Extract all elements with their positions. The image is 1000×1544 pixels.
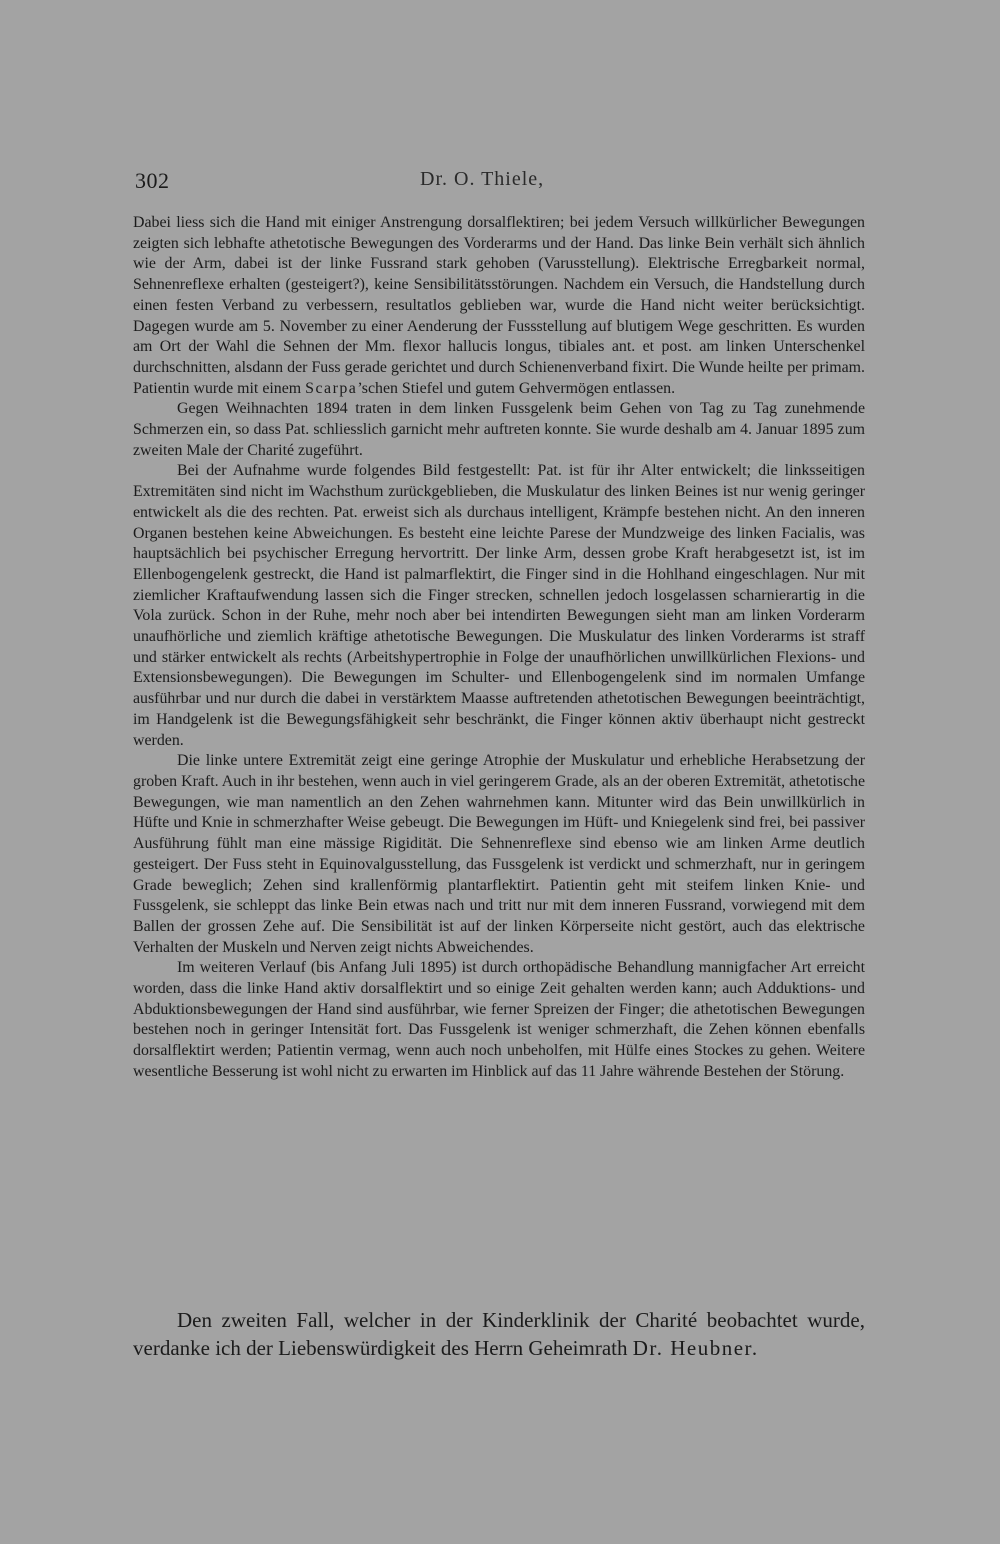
page-header <box>135 168 865 196</box>
paragraph-1-spaced-name: Scarpa <box>305 379 358 397</box>
closing-paragraph <box>133 1306 865 1362</box>
running-head: Dr. O. Thiele, <box>420 168 545 190</box>
paragraph-3: Bei der Aufnahme wurde folgendes Bild festgestellt: Pat. ist für ihr Alter entwickelt; die linksseitigen Extremitäten sind nicht im Wachsthum zurückgeblieben, die Muskulatur des linken Beines ist nur wenig geringer entwickelt als die des rechten. Pat. erweist sich als durchaus intelligent, Krämpfe bestehen nicht. An den inneren Organen bestehen keine Abweichungen. Es besteht eine leichte Parese der Mundzweige des linken Facialis, was hauptsächlich bei psychischer Erregung hervortritt. Der linke Arm, dessen grobe Kraft herabgesetzt ist, ist im Ellenbogengelenk gestreckt, die Hand ist palmarflektirt, die Finger sind in die Hohlhand eingeschlagen. Nur mit ziemlicher Kraftaufwendung lassen sich die Finger strecken, schnellen jedoch losgelassen scharnierartig in die Vola zurück. Schon in der Ruhe, mehr noch aber bei intendirten Bewegungen sieht man am linken Vorderarm unaufhörliche und ziemlich kräftige athetotische Bewegungen. Die Muskulatur des linken Vorderarms ist straff und stärker entwickelt als rechts (Arbeitshypertrophie in Folge der unaufhörlichen unwillkürlichen Flexions- und Extensionsbewegungen). Die Bewegungen im Schulter- und Ellenbogengelenk sind im normalen Umfange ausführbar und nur durch die dabei in verstärktem Maasse auftretenden athetotischen Bewegungen beeinträchtigt, im Handgelenk ist die Bewegungsfähigkeit sehr beschränkt, die Finger können aktiv überhaupt nicht gestreckt werden. <box>133 462 865 749</box>
paragraph-2: Gegen Weihnachten 1894 traten in dem linken Fussgelenk beim Gehen von Tag zu Tag zunehmende Schmerzen ein, so dass Pat. schliesslich garnicht mehr auftreten konnte. Sie wurde deshalb am 4. Januar 1895 zum zweiten Male der Charité zugeführt. <box>133 400 865 459</box>
body-text <box>133 213 865 1083</box>
page-number: 302 <box>135 168 170 193</box>
paragraph-4: Die linke untere Extremität zeigt eine geringe Atrophie der Muskulatur und erhebliche Herabsetzung der groben Kraft. Auch in ihr bestehen, wenn auch in viel geringerem Grade, als an der oberen Extremität, athetotische Bewegungen, wie man namentlich an den Zehen wahrnehmen kann. Mitunter wird das Bein unwillkürlich in Hüfte und Knie in schmerzhafter Weise gebeugt. Die Bewegungen im Hüft- und Kniegelenk sind frei, bei passiver Ausführung fühlt man eine mässige Rigidität. Die Sehnenreflexe sind ebenso wie am linken Arme deutlich gesteigert. Der Fuss steht in Equinovalgusstellung, das Fussgelenk ist verdickt und schmerzhaft, nur in geringem Grade beweglich; Zehen sind krallenförmig plantarflektirt. Patientin geht mit steifem linken Knie- und Fussgelenk, sie schleppt das linke Bein etwas nach und tritt nur mit dem inneren Fussrand, vorwiegend mit dem Ballen der grossen Zehe auf. Die Sensibilität ist auf der linken Körperseite nicht gestört, auch das elektrische Verhalten der Muskeln und Nerven zeigt nichts Abweichendes. <box>133 752 865 956</box>
closing-paragraph-spaced-name: Dr. Heubner. <box>632 1336 759 1360</box>
closing-paragraph-text: Den zweiten Fall, welcher in der Kinderklinik der Charité beobachtet wurde, verdanke ich der Liebenswürdigkeit des Herrn Geheimrath <box>133 1308 865 1360</box>
paragraph-1 <box>133 213 865 399</box>
closing-section <box>133 1306 865 1362</box>
paragraph-1-tail: ’schen Stiefel und gutem Gehvermögen entlassen. <box>357 379 676 397</box>
paragraph-5: Im weiteren Verlauf (bis Anfang Juli 1895) ist durch orthopädische Behandlung mannigfacher Art erreicht worden, dass die linke Hand aktiv dorsalflektirt und so einige Zeit gehalten werden kann; auch Adduktions- und Abduktionsbewegungen der Hand sind ausführbar, wie ferner Spreizen der Finger; die athetotischen Bewegungen bestehen noch in geringer Intensität fort. Das Fussgelenk ist weniger schmerzhaft, die Zehen können ebenfalls dorsalflektirt werden; Patientin vermag, wenn auch noch unbeholfen, mit Hülfe eines Stockes zu gehen. Weitere wesentliche Besserung ist wohl nicht zu erwarten im Hinblick auf das 11 Jahre währende Bestehen der Störung. <box>133 959 865 1080</box>
paragraph-1-text: Dabei liess sich die Hand mit einiger Anstrengung dorsalflektiren; bei jedem Versuch willkürlicher Bewegungen zeigten sich lebhafte athetotische Bewegungen des Vorderarms und der Hand. Das linke Bein verhält sich ähnlich wie der Arm, dabei ist der linke Fussrand stark gehoben (Varusstellung). Elektrische Erregbarkeit normal, Sehnenreflexe erhalten (gesteigert?), keine Sensibilitätsstörungen. Nachdem ein Versuch, die Handstellung durch einen festen Verband zu verbessern, resultatlos geblieben war, wurde die Hand nicht weiter berücksichtigt. Dagegen wurde am 5. November zu einer Aenderung der Fussstellung auf blutigem Wege geschritten. Es wurden am Ort der Wahl die Sehnen der Mm. flexor hallucis longus, tibiales ant. et post. am linken Unterschenkel durchschnitten, alsdann der Fuss gerade gerichtet und durch Schienenverband fixirt. Die Wunde heilte per primam. Patientin wurde mit einem <box>133 214 865 397</box>
